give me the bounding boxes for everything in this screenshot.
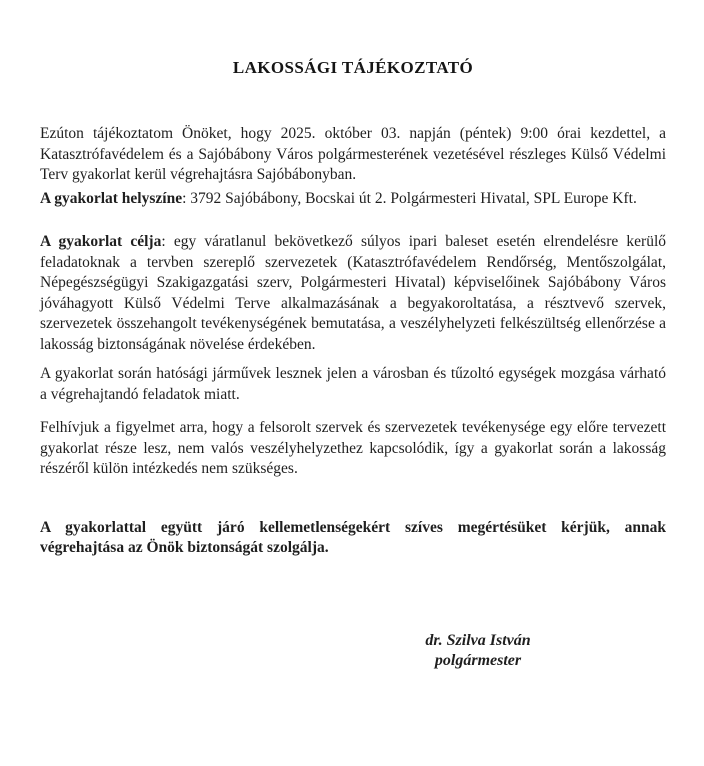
- paragraph-vehicles-text: A gyakorlat során hatósági járművek lesznek jelen a városban és tűzoltó egységek mozgása várható a végrehajtandó feladatok miatt.: [40, 365, 666, 403]
- signature-name: dr. Szilva István: [425, 631, 531, 649]
- document-title: LAKOSSÁGI TÁJÉKOZTATÓ: [232, 58, 474, 77]
- paragraph-intro: [40, 124, 666, 186]
- paragraph-location-text: : 3792 Sajóbábony, Bocskai út 2. Polgármesteri Hivatal, SPL Europe Kft.: [182, 189, 637, 207]
- paragraph-location: [40, 189, 666, 210]
- paragraph-vehicles: [40, 364, 666, 405]
- paragraph-location-lead: A gyakorlat helyszíne: [40, 189, 183, 207]
- closing-statement: A gyakorlattal együtt járó kellemetlenségekért szíves megértésüket kérjük, annak végrehajtása az Önök biztonságát szolgálja.: [40, 518, 666, 556]
- paragraph-purpose: [40, 232, 666, 355]
- paragraph-purpose-lead: A gyakorlat célja: [40, 233, 162, 250]
- signature-block: [358, 631, 598, 671]
- paragraph-attention: [40, 418, 666, 480]
- signature-role: polgármester: [434, 651, 522, 669]
- paragraph-attention-text: Felhívjuk a figyelmet arra, hogy a felsorolt szervek és szervezetek tevékenysége egy előre tervezett gyakorlat része lesz, nem valós veszélyhelyzethez kapcsolódik, így a gyakorlat során a lakosság részéről külön intézkedés nem szükséges.: [40, 419, 666, 477]
- paragraph-intro-text: Ezúton tájékoztatom Önöket, hogy 2025. október 03. napján (péntek) 9:00 órai kezdettel, a Katasztrófavédelem és a Sajóbábony Város polgármesterének vezetésével részleges Külső Védelmi Terv gyakorlat kerül végrehajtásra Sajóbábonyban.: [40, 125, 666, 183]
- paragraph-purpose-text: : egy váratlanul bekövetkező súlyos ipari baleset esetén elrendelésre kerülő feladatoknak a tervben szereplő szervezetek (Katasztrófavédelem Rendőrség, Mentőszolgálat, Népegészségügyi Szakigazgatási szerv, Polgármesteri Hivatal) képviselőinek Sajóbábony Város jóváhagyott Külső Védelmi Terve alkalmazásának a begyakoroltatása, a résztvevő szervek, szervezetek összehangolt tevékenységének bemutatása, a veszélyhelyzeti felkészültség ellenőrzése a lakosság biztonságának növelése érdekében.: [40, 233, 666, 353]
